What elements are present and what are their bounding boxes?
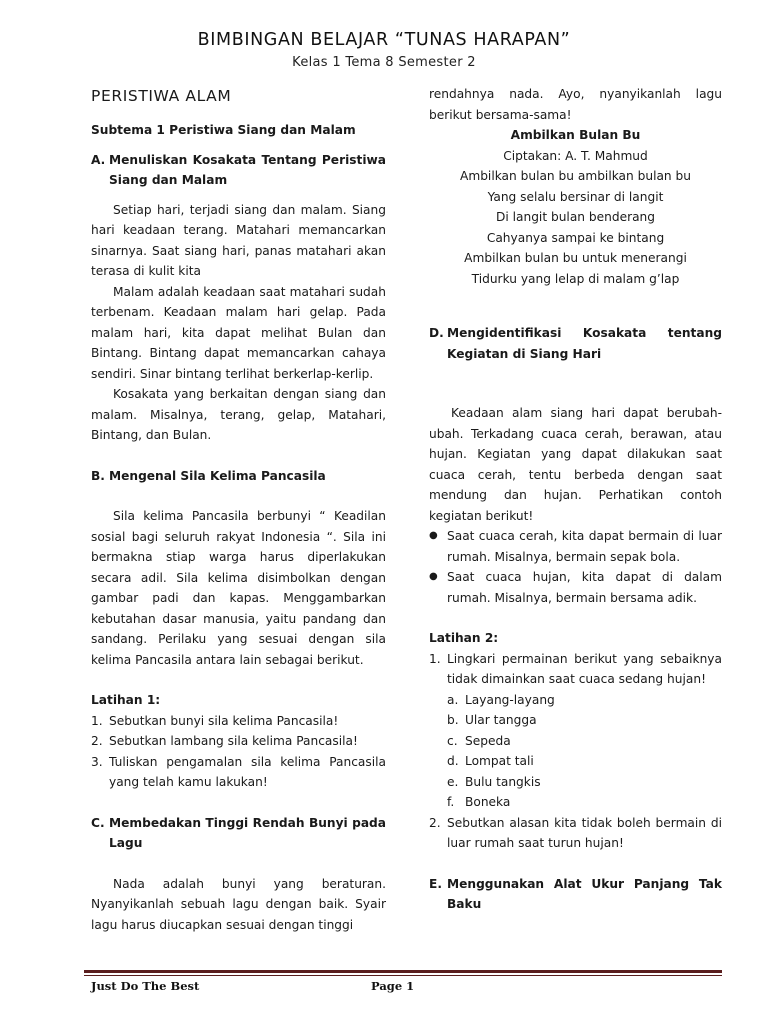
- list-item: 2. Sebutkan alasan kita tidak boleh bermain di luar rumah saat turun hujan!: [429, 815, 722, 850]
- section-b-letter: B.: [91, 468, 105, 483]
- page-number: Page 1: [371, 979, 415, 993]
- song-line: Tidurku yang lelap di malam g’lap: [471, 271, 680, 286]
- section-a-heading: [91, 150, 386, 191]
- section-e-heading: [429, 874, 722, 915]
- section-d-letter: D.: [429, 326, 444, 340]
- section-a-paragraph: Malam adalah keadaan saat matahari sudah terbenam. Keadaan malam hari gelap. Pada malam hari, kita dapat melihat Bulan dan Bintang. Bintang dapat memancarkan cahaya sendiri. Sinar bintang terlihat berkerlap-kerlip.: [91, 284, 386, 381]
- section-c-paragraph: Nada adalah bunyi yang beraturan. Nyanyikanlah sebuah lagu dengan baik. Syair lagu harus diucapkan sesuai dengan tinggi: [91, 876, 386, 932]
- section-c-letter: C.: [91, 815, 105, 830]
- latihan-2-title: Latihan 2:: [429, 631, 499, 645]
- footer-motto: Just Do The Best: [91, 979, 200, 993]
- list-item: 3. Tuliskan pengamalan sila kelima Pancasila yang telah kamu lakukan!: [91, 754, 386, 789]
- song-line: Yang selalu bersinar di langit: [487, 189, 664, 204]
- option-item: f. Boneka: [447, 795, 511, 809]
- continued-paragraph: rendahnya nada. Ayo, nyanyikanlah lagu berikut bersama-sama!: [429, 87, 722, 122]
- section-c-title: Membedakan Tinggi Rendah Bunyi pada Lagu: [109, 815, 386, 850]
- section-a-paragraph: Setiap hari, terjadi siang dan malam. Siang hari keadaan terang. Matahari memancarkan sinarnya. Saat siang hari, panas matahari akan terasa di kulit kita: [91, 202, 386, 278]
- option-item: b. Ular tangga: [447, 713, 537, 727]
- section-a-title: Menuliskan Kosakata Tentang Peristiwa Siang dan Malam: [109, 152, 386, 187]
- latihan-2-list-cont: [429, 813, 722, 854]
- option-item: a. Layang-layang: [447, 692, 555, 707]
- bullet-icon: ●: [429, 571, 438, 582]
- subtema-heading: Subtema 1 Peristiwa Siang dan Malam: [91, 123, 356, 137]
- list-item: 1. Sebutkan bunyi sila kelima Pancasila!: [91, 713, 339, 728]
- section-a-paragraph: Kosakata yang berkaitan dengan siang dan malam. Misalnya, terang, gelap, Matahari, Bintang, dan Bulan.: [91, 387, 386, 442]
- bullet-icon: ●: [429, 530, 438, 541]
- song-line: Di langit bulan benderang: [495, 210, 656, 224]
- song-block: [429, 125, 722, 289]
- main-title: PERISTIWA ALAM: [91, 87, 232, 105]
- list-item: 1. Lingkari permainan berikut yang sebaiknya tidak dimainkan saat cuaca sedang hujan!: [429, 651, 722, 686]
- latihan-1-title: Latihan 1:: [91, 693, 161, 707]
- list-item: 2. Sebutkan lambang sila kelima Pancasila!: [91, 734, 358, 748]
- latihan-2-options: [429, 690, 722, 813]
- option-item: d. Lompat tali: [447, 754, 534, 768]
- list-item: ● Saat cuaca cerah, kita dapat bermain di luar rumah. Misalnya, bermain sepak bola.: [429, 526, 722, 567]
- song-line: Ambilkan bulan bu ambilkan bulan bu: [459, 169, 691, 183]
- section-e-title: Menggunakan Alat Ukur Panjang Tak Baku: [447, 876, 722, 911]
- option-item: e. Bulu tangkis: [447, 774, 541, 789]
- document-title: BIMBINGAN BELAJAR “TUNAS HARAPAN”: [197, 30, 571, 50]
- section-b-paragraph: Sila kelima Pancasila berbunyi “ Keadilan sosial bagi seluruh rakyat Indonesia “. Sila ini bermakna stiap warga harus diperlakukan secara adil. Sila kelima disimbolkan dengan gambar padi dan kapas. Menggambarkan kebutahan dasar manusia, yaitu pandang dan sandang. Perilaku yang sesuai dengan sila kelima Pancasila antara lain sebagai berikut.: [91, 509, 386, 667]
- document-subtitle: Kelas 1 Tema 8 Semester 2: [292, 55, 476, 70]
- song-title: Ambilkan Bulan Bu: [510, 128, 641, 142]
- section-b-title: Mengenal Sila Kelima Pancasila: [109, 468, 326, 483]
- song-line: Cahyanya sampai ke bintang: [486, 230, 665, 245]
- section-c-heading: [91, 813, 386, 854]
- section-d-title: Mengidentifikasi Kosakata tentang Kegiatan di Siang Hari: [447, 326, 722, 361]
- footer-rule: [84, 970, 722, 973]
- section-b-heading: [91, 466, 386, 487]
- section-d-paragraph: Keadaan alam siang hari dapat berubah-ubah. Terkadang cuaca cerah, berawan, atau hujan. Kegiatan yang dapat dilakukan saat cuaca cerah, tentu berbeda dengan saat mendung dan hujan. Perhatikan contoh kegiatan berikut!: [429, 406, 722, 523]
- section-d-bullets: [429, 526, 722, 608]
- song-line: Ambilkan bulan bu untuk menerangi: [464, 251, 687, 265]
- latihan-2-list: [429, 649, 722, 690]
- left-column: [91, 82, 386, 935]
- section-e-letter: E.: [429, 876, 442, 891]
- option-item: c. Sepeda: [447, 733, 511, 748]
- section-a-letter: A.: [91, 152, 106, 167]
- list-item: ● Saat cuaca hujan, kita dapat di dalam rumah. Misalnya, bermain bersama adik.: [429, 567, 722, 608]
- song-composer: Ciptakan: A. T. Mahmud: [503, 148, 648, 163]
- section-d-heading: [429, 323, 722, 364]
- footer-rule-thin: [84, 975, 722, 976]
- latihan-1-list: [91, 711, 386, 793]
- right-column: [429, 84, 722, 924]
